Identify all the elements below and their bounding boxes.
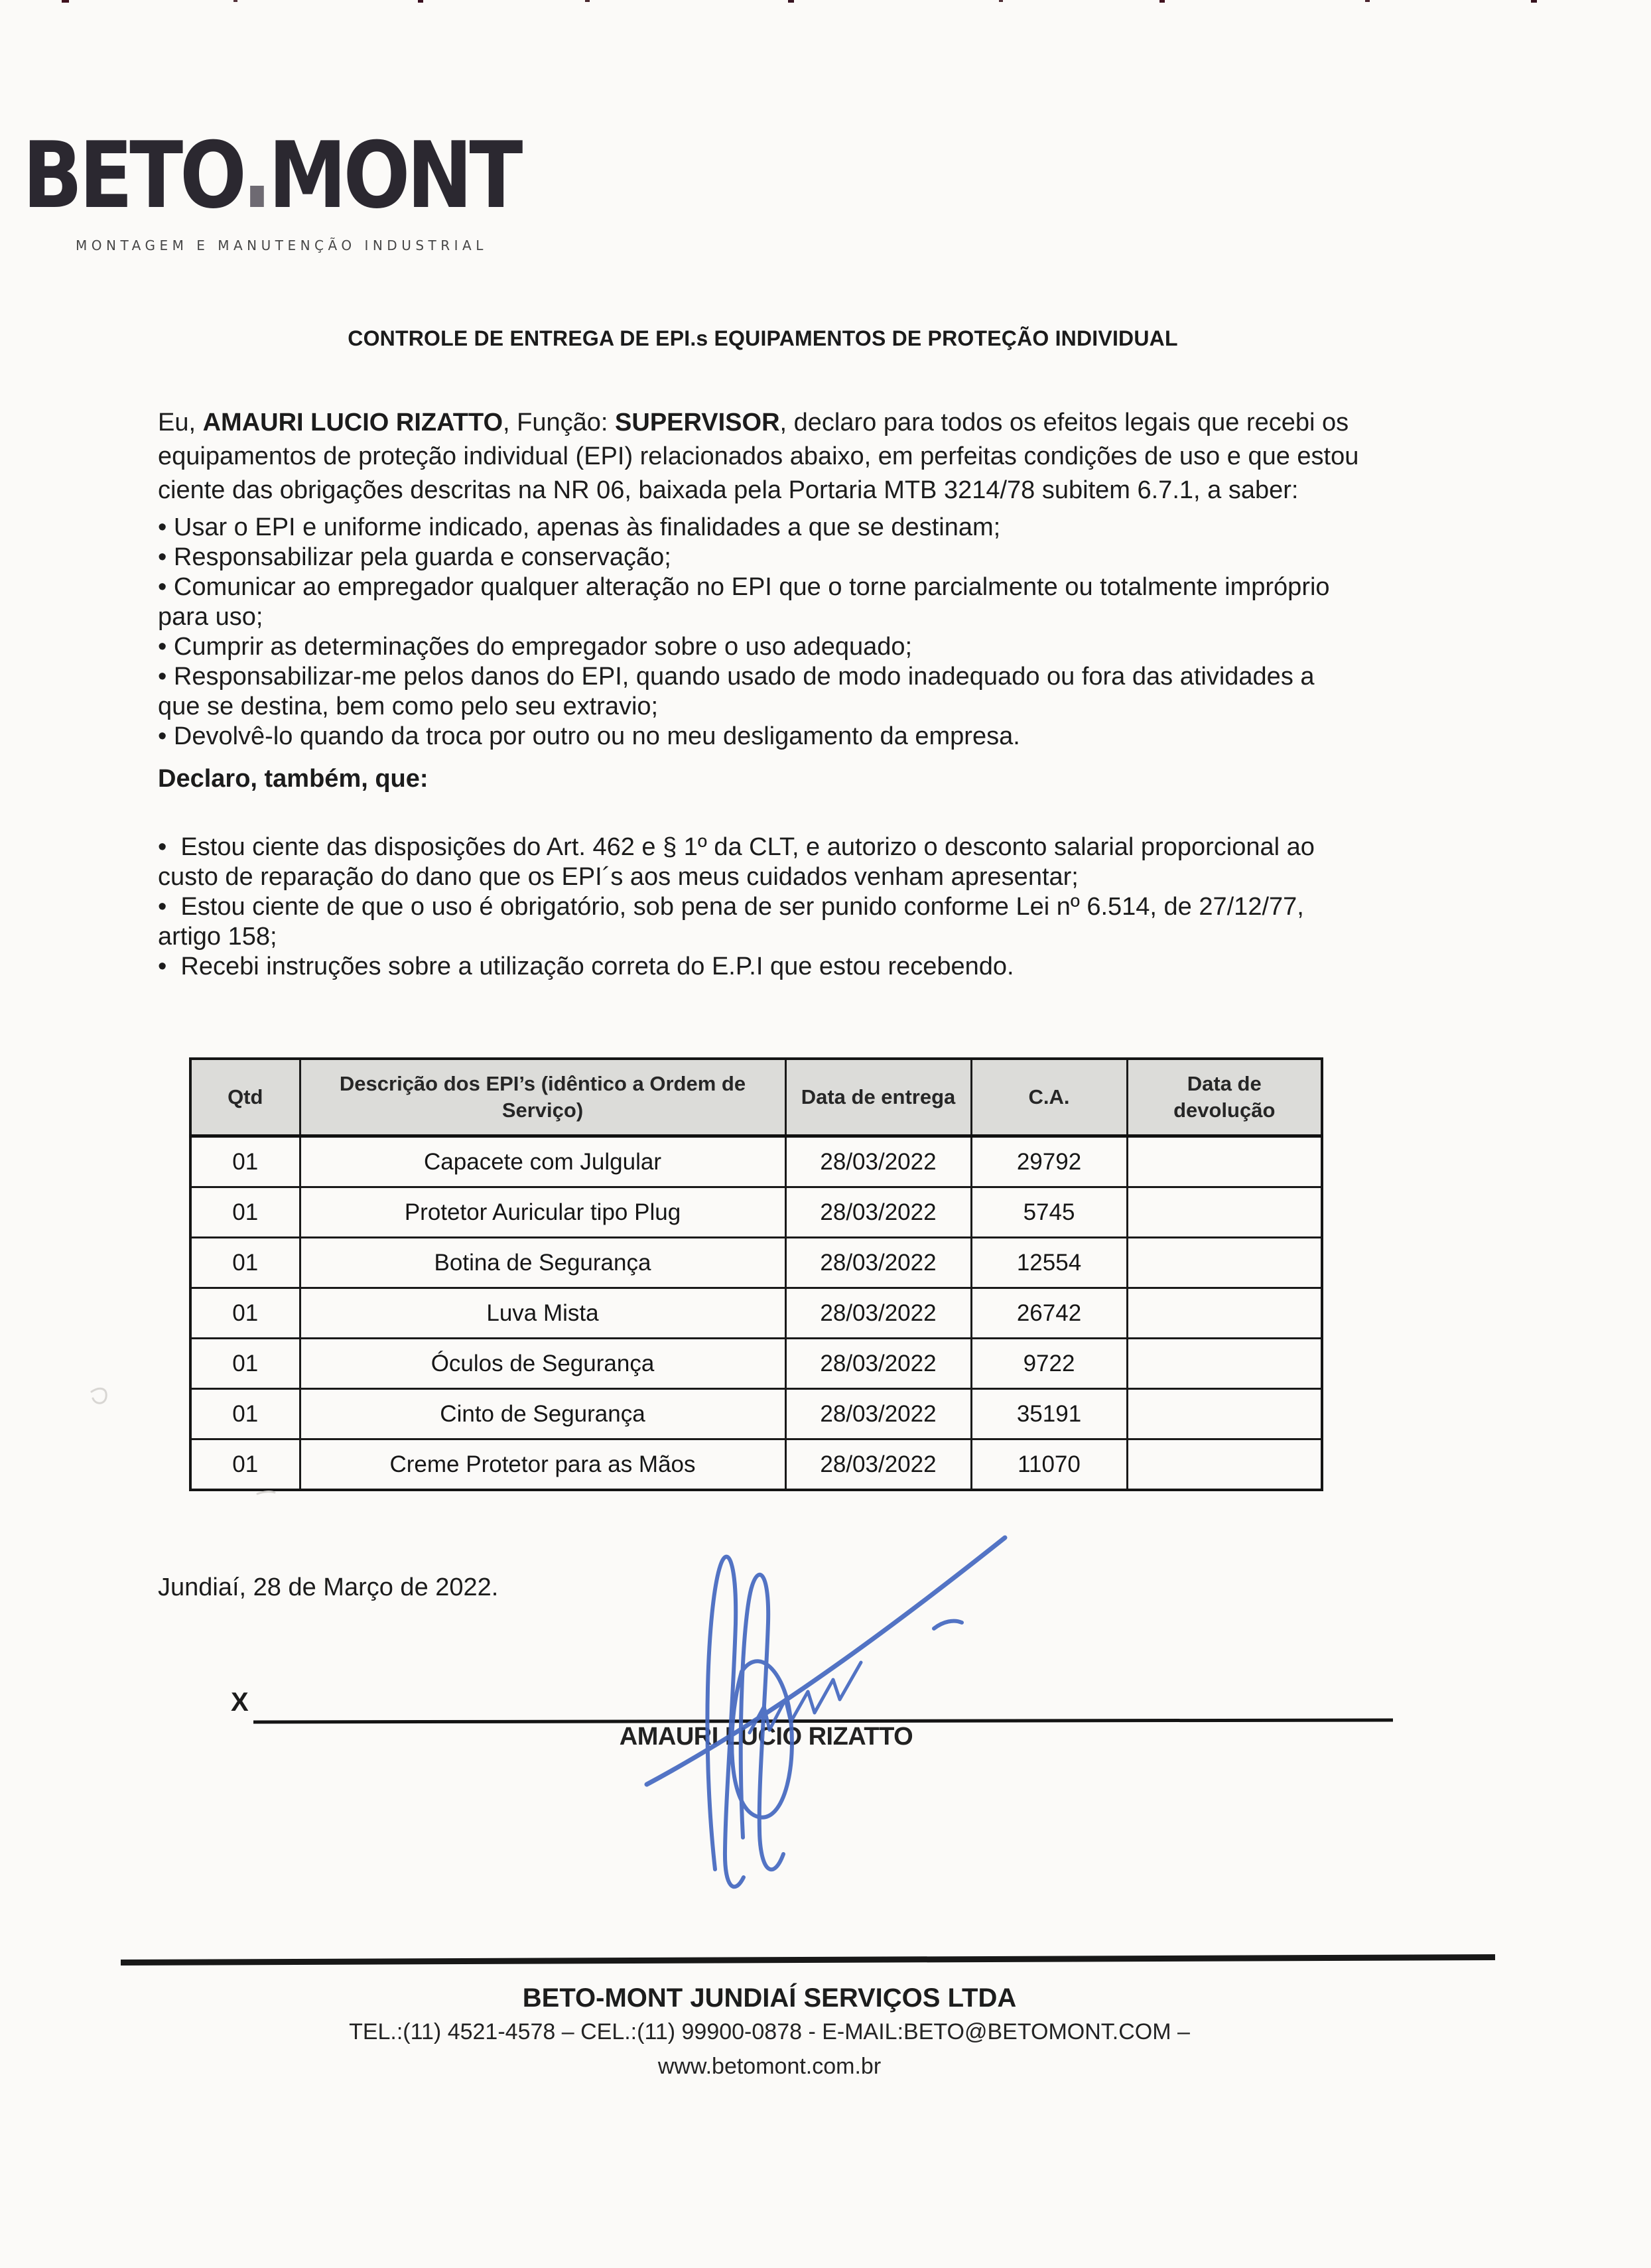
footer-company-name: BETO-MONT JUNDIAÍ SERVIÇOS LTDA [522,1983,1017,2013]
table-row [190,1238,1322,1288]
cell-descricao: Cinto de Segurança [300,1389,785,1439]
epi-table [189,1057,1323,1491]
cell-data-devolucao [1127,1339,1322,1389]
cell-qtd: 01 [190,1339,300,1389]
cell-descricao: Botina de Segurança [300,1238,785,1288]
intro-seg2: , Função: [503,409,616,436]
signee-name: AMAURI LUCIO RIZATTO [619,1723,913,1751]
intro-seg3: , declaro para todos os efeitos legais que recebi os equipamentos de proteção individual (EPI) relacionados abaixo, em perfeitas condições de uso e que estou ciente das obrigações descritas na NR 06, baixada pela Portaria MTB 3214/78 subitem 6.7.1, a saber: [158,409,1359,504]
footer-contact-line: TEL.:(11) 4521-4578 – CEL.:(11) 99900-0878 - E-MAIL:BETO@BETOMONT.COM – [349,2019,1190,2044]
list-item: • Recebi instruções sobre a utilização correta do E.P.I que estou recebendo. [158,952,1362,982]
col-header-data-devolucao: Data de devolução [1127,1059,1322,1136]
list-item: • Responsabilizar pela guarda e conservação; [158,543,1362,572]
cell-ca: 9722 [971,1339,1127,1389]
cell-ca: 11070 [971,1439,1127,1491]
scan-artifact [233,0,237,2]
cell-descricao: Óculos de Segurança [300,1339,785,1389]
col-header-ca: C.A. [971,1059,1127,1136]
table-row [190,1136,1322,1187]
cell-ca: 5745 [971,1187,1127,1238]
scan-artifact [1531,0,1537,3]
cell-qtd: 01 [190,1389,300,1439]
cell-data-devolucao [1127,1288,1322,1339]
table-row [190,1389,1322,1439]
table-row [190,1288,1322,1339]
scan-artifact [1159,0,1165,3]
cell-data-devolucao [1127,1389,1322,1439]
declaration-heading: Declaro, também, que: [158,765,429,793]
logo-wordmark [23,122,520,229]
cell-ca: 29792 [971,1136,1127,1187]
table-header-row [190,1059,1322,1136]
logo-tagline: MONTAGEM E MANUTENÇÃO INDUSTRIAL [76,237,488,253]
scan-artifact [62,0,69,3]
footer-website: www.betomont.com.br [657,2054,882,2079]
list-item: • Cumprir as determinações do empregador sobre o uso adequado; [158,632,1362,662]
cell-ca: 35191 [971,1389,1127,1439]
table-row [190,1439,1322,1491]
obligations-list [158,513,1362,752]
employee-role: SUPERVISOR [615,409,780,436]
logo-dot-icon [250,186,264,207]
list-item: • Estou ciente de que o uso é obrigatório, sob pena de ser punido conforme Lei nº 6.514, de 27/12/77, artigo 158; [158,892,1362,952]
intro-seg1: Eu, [158,409,203,436]
list-item: • Responsabilizar-me pelos danos do EPI, quando usado de modo inadequado ou fora das atividades a que se destina, bem como pelo seu extravio; [158,662,1362,722]
table-row [190,1339,1322,1389]
list-item: • Comunicar ao empregador qualquer alteração no EPI que o torne parcialmente ou totalmente impróprio para uso; [158,572,1362,632]
col-header-qtd: Qtd [190,1059,300,1136]
scan-artifact [788,0,794,3]
cell-data-entrega: 28/03/2022 [785,1136,971,1187]
list-item: • Estou ciente das disposições do Art. 462 e § 1º da CLT, e autorizo o desconto salarial proporcional ao custo de reparação do dano que os EPI´s aos meus cuidados venham apresentar; [158,833,1362,892]
scan-artifact [1365,0,1370,2]
footer-divider [121,1954,1495,1966]
cell-data-devolucao [1127,1136,1322,1187]
cell-data-entrega: 28/03/2022 [785,1339,971,1389]
cell-descricao: Luva Mista [300,1288,785,1339]
list-item: • Devolvê-lo quando da troca por outro ou no meu desligamento da empresa. [158,722,1362,752]
scan-artifact [418,0,423,3]
cell-descricao: Protetor Auricular tipo Plug [300,1187,785,1238]
document-body [158,406,1362,982]
list-item: • Usar o EPI e uniforme indicado, apenas às finalidades a que se destinam; [158,513,1362,543]
intro-paragraph [158,406,1362,507]
cell-data-entrega: 28/03/2022 [785,1187,971,1238]
date-line: Jundiaí, 28 de Março de 2022. [158,1573,499,1601]
cell-data-entrega: 28/03/2022 [785,1238,971,1288]
cell-data-devolucao [1127,1238,1322,1288]
cell-qtd: 01 [190,1439,300,1491]
cell-qtd: 01 [190,1187,300,1238]
cell-data-entrega: 28/03/2022 [785,1389,971,1439]
cell-data-entrega: 28/03/2022 [785,1288,971,1339]
cell-ca: 26742 [971,1288,1127,1339]
cell-descricao: Capacete com Julgular [300,1136,785,1187]
col-header-data-entrega: Data de entrega [785,1059,971,1136]
table-row [190,1187,1322,1238]
company-logo [23,122,600,253]
document-title: CONTROLE DE ENTREGA DE EPI.s EQUIPAMENTOS DE PROTEÇÃO INDIVIDUAL [348,326,1178,350]
cell-qtd: 01 [190,1288,300,1339]
logo-text-left: BETO [23,122,243,229]
logo-text-right: MONT [268,122,520,229]
signature-x-label: X [231,1688,249,1717]
scan-artifact [999,0,1003,2]
cell-data-devolucao [1127,1439,1322,1491]
cell-ca: 12554 [971,1238,1127,1288]
declaration-list [158,833,1362,982]
cell-data-devolucao [1127,1187,1322,1238]
scan-artifact [585,0,590,2]
col-header-descricao: Descrição dos EPI’s (idêntico a Ordem de Serviço) [300,1059,785,1136]
cell-qtd: 01 [190,1136,300,1187]
employee-name: AMAURI LUCIO RIZATTO [202,409,503,436]
cell-data-entrega: 28/03/2022 [785,1439,971,1491]
cell-qtd: 01 [190,1238,300,1288]
cell-descricao: Creme Protetor para as Mãos [300,1439,785,1491]
